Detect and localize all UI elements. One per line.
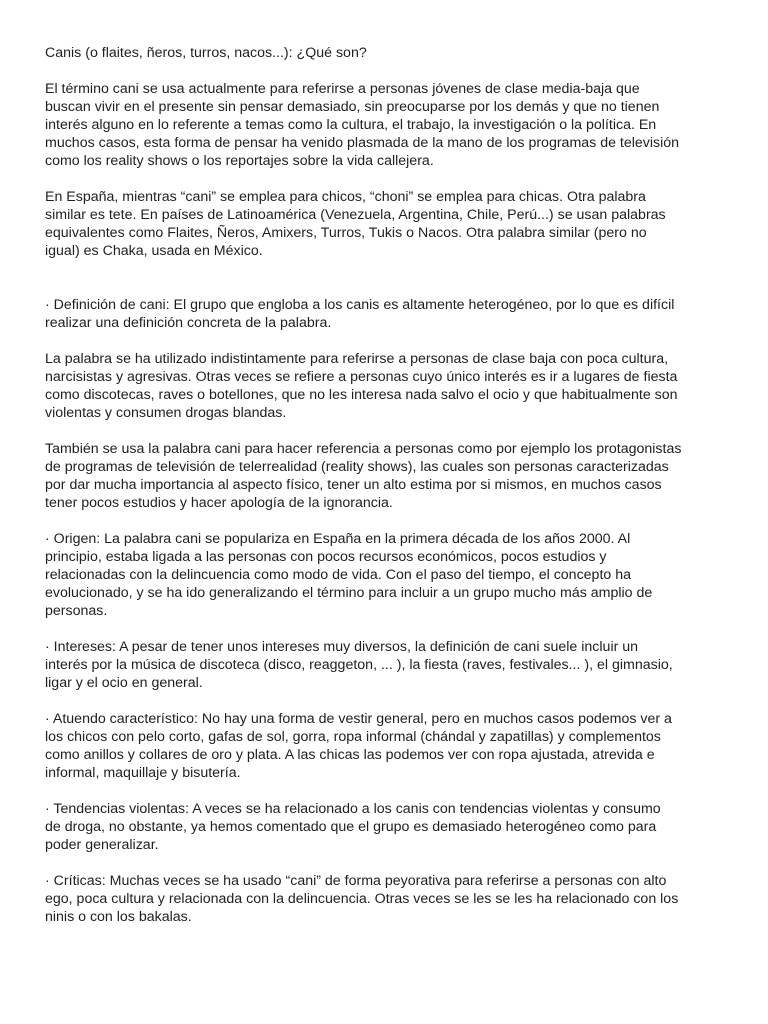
intro-paragraph-definition: El término cani se usa actualmente para referirse a personas jóvenes de clase media-baja que buscan vivir en el presente sin pensar demasiado, sin preocuparse por los demás y que no tienen interés alguno en lo referente a temas como la cultura, el trabajo, la investigación o la política. En muchos casos, esta forma de pensar ha venido plasmada de la mano de los programas de televisión como los reality shows o los reportajes sobre la vida callejera. <box>45 81 680 169</box>
section-origen: · Origen: La palabra cani se populariza en España en la primera década de los años 2000. Al principio, estaba ligada a las personas con pocos recursos económicos, pocos estudios y relacionadas con la delincuencia como modo de vida. Con el paso del tiempo, el concepto ha evolucionado, y se ha ido generalizando el término para incluir a un grupo mucho más amplio de personas. <box>45 531 653 619</box>
section-definicion-detail-1: La palabra se ha utilizado indistintamente para referirse a personas de clase baja con poca cultura, narcisistas y agresivas. Otras veces se refiere a personas cuyo único interés es ir a lugares de fiesta como discotecas, raves o botellones, que no les interesa nada salvo el ocio y que habitualmente son violentas y consumen drogas blandas. <box>45 351 678 421</box>
section-definicion-detail-2: También se usa la palabra cani para hacer referencia a personas como por ejemplo los protagonistas de programas de televisión de telerrealidad (reality shows), las cuales son personas caracterizadas por dar mucha importancia al aspecto físico, tener un alto estima por si mismos, en muchos casos tener pocos estudios y hacer apología de la ignorancia. <box>45 441 682 511</box>
document-title: Canis (o flaites, ñeros, turros, nacos...): ¿Qué son? <box>45 45 367 61</box>
section-spacer <box>45 278 728 296</box>
section-tendencias-violentas: · Tendencias violentas: A veces se ha relacionado a los canis con tendencias violentas y consumo de droga, no obstante, ya hemos comentado que el grupo es demasiado heterogéneo como para poder generalizar. <box>45 801 661 853</box>
section-atuendo: · Atuendo característico: No hay una forma de vestir general, pero en muchos casos podemos ver a los chicos con pelo corto, gafas de sol, gorra, ropa informal (chándal y zapatillas) y complementos como anillos y collares de oro y plata. A las chicas las podemos ver con ropa ajustada, atrevida e informal, maquillaje y bisutería. <box>45 711 672 781</box>
section-criticas: · Críticas: Muchas veces se ha usado “cani” de forma peyorativa para referirse a personas con alto ego, poca cultura y relacionada con la delincuencia. Otras veces se les se les ha relacionado con los ninis o con los bakalas. <box>45 873 679 925</box>
section-intereses: · Intereses: A pesar de tener unos intereses muy diversos, la definición de cani suele incluir un interés por la música de discoteca (disco, reaggeton, ... ), la fiesta (raves, festivales... ), el gimnasio, ligar y el ocio en general. <box>45 639 673 691</box>
intro-paragraph-regional-terms: En España, mientras “cani” se emplea para chicos, “choni” se emplea para chicas. Otra palabra similar es tete. En países de Latinoamérica (Venezuela, Argentina, Chile, Perú...) se usan palabras equivalentes como Flaites, Ñeros, Amixers, Turros, Tukis o Nacos. Otra palabra similar (pero no igual) es Chaka, usada en México. <box>45 189 666 259</box>
section-definicion: · Definición de cani: El grupo que engloba a los canis es altamente heterogéneo, por lo que es difícil realizar una definición concreta de la palabra. <box>45 297 675 331</box>
